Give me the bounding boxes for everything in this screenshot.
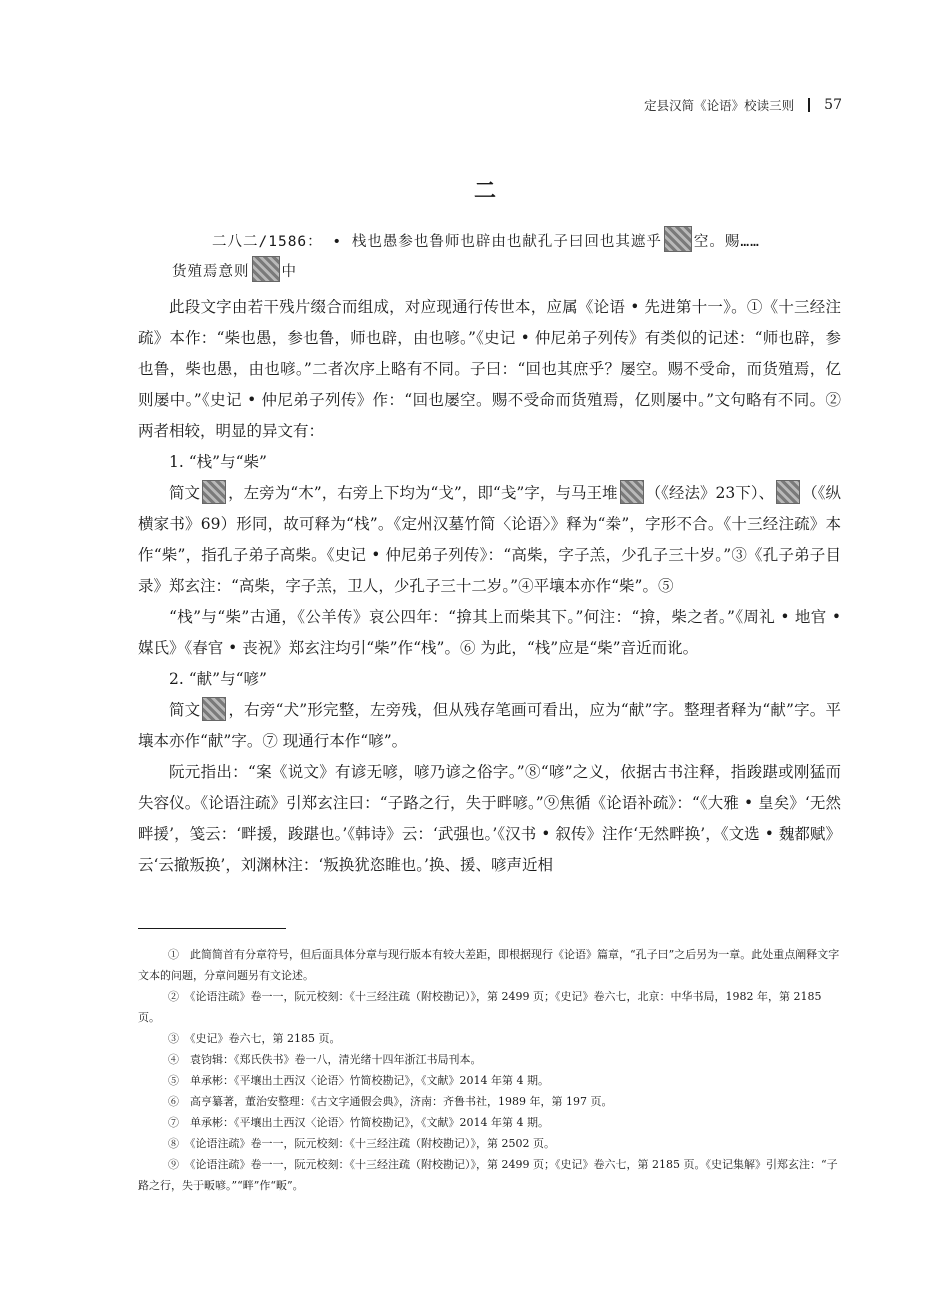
footnote: ⑨ 《论语注疏》卷一一，阮元校刻：《十三经注疏（附校勘记）》，第 2499 页；《史记》卷六七，第 2185 页。《史记集解》引郑玄注：“子路之行，失于畈喭。”“畔”作“畈”。 — [138, 1158, 838, 1192]
subheading: 2. “献”与“喭” — [169, 670, 267, 688]
slip-character-image — [202, 480, 226, 504]
page-number: 57 — [824, 97, 842, 113]
slip-text: 中 — [281, 264, 297, 280]
paragraph: “栈”与“柴”古通，《公羊传》哀公四年：“揜其上而柴其下。”何注：“揜，柴之者。”《周礼 • 地官 • 媒氏》《春官 • 丧祝》郑玄注均引“柴”作“栈”。⑥ 为此，“栈”应是“柴”音近而讹。 — [138, 608, 841, 657]
footnotes — [138, 944, 841, 1196]
mawangdui-character-image — [620, 480, 644, 504]
slip-text: 货殖焉意则 — [172, 264, 250, 280]
slip-text: 空。赐…… — [693, 234, 760, 250]
footnote: ④ 袁钧辑：《郑氏佚书》卷一八，清光绪十四年浙江书局刊本。 — [168, 1053, 482, 1066]
paragraph: 阮元指出：“案《说文》有谚无喭，喭乃谚之俗字。”⑧“喭”之义，依据古书注释，指踆踸或刚猛而失容仪。《论语注疏》引郑玄注曰：“子路之行，失于畔喭。”⑨焦循《论语补疏》：“《大雅 • 皇矣》‘无然畔援’，笺云：‘畔援，踆踸也。’《韩诗》云：‘武强也。’《汉书 • 叙传》注作‘无然畔换’，《文选 • 魏都赋》云‘云撤叛换’，刘渊林注：‘叛换犹恣睢也。’换、援、喭声近相 — [138, 763, 841, 874]
footnote: ③ 《史记》卷六七，第 2185 页。 — [168, 1032, 341, 1045]
paragraph: 此段文字由若干残片缀合而组成，对应现通行传世本，应属《论语 • 先进第十一》。①《十三经注疏》本作：“柴也愚，参也鲁，师也辟，由也喭。”《史记 • 仲尼弟子列传》有类似的记述：“师也辟，参也鲁，柴也愚，由也喭。”二者次序上略有不同。子曰：“回也其庶乎？屡空。赐不受命，而货殖焉，亿则屡中。”《史记 • 仲尼弟子列传》作：“回也屡空。赐不受命而货殖焉，亿则屡中。”文句略有不同。② 两者相较，明显的异文有： — [138, 298, 841, 440]
slip-text: 二八二/1586： • 栈也愚参也鲁师也辟由也献孔子曰回也其遮乎 — [212, 234, 662, 250]
subheading: 1. “栈”与“柴” — [169, 453, 267, 471]
slip-transcription-line-2 — [172, 256, 852, 282]
running-header — [644, 96, 842, 114]
mawangdui-character-image — [776, 480, 800, 504]
body-text — [138, 292, 841, 881]
slip-character-image — [664, 226, 692, 252]
slip-character-image — [202, 697, 226, 721]
footnote: ⑧ 《论语注疏》卷一一，阮元校刻：《十三经注疏（附校勘记）》，第 2502 页。 — [168, 1137, 555, 1150]
running-title: 定县汉简《论语》校读三则 — [644, 98, 795, 113]
footnote: ① 此简简首有分章符号，但后面具体分章与现行版本有较大差距，即根据现行《论语》篇章，“孔子曰”之后另为一章。此处重点阐释文字文本的问题，分章问题另有文论述。 — [138, 948, 840, 982]
header-divider — [808, 98, 810, 112]
slip-character-image — [252, 256, 280, 282]
paragraph: 简文 ，右旁“犬”形完整，左旁残，但从残存笔画可看出，应为“献”字。整理者释为“献”字。平壤本亦作“献”字。⑦ 现通行本作“喭”。 — [138, 695, 841, 757]
section-number: 二 — [473, 178, 496, 204]
footnote: ⑥ 高亨纂著，董治安整理：《古文字通假会典》，济南：齐鲁书社，1989 年，第 197 页。 — [168, 1095, 613, 1108]
slip-transcription-line-1 — [212, 226, 892, 252]
footnote: ⑦ 单承彬：《平壤出土西汉〈论语〉竹简校勘记》，《文献》2014 年第 4 期。 — [168, 1116, 549, 1129]
footnote-divider — [138, 928, 286, 929]
footnote: ② 《论语注疏》卷一一，阮元校刻：《十三经注疏（附校勘记）》，第 2499 页；《史记》卷六七，北京：中华书局，1982 年，第 2185 页。 — [138, 990, 822, 1024]
footnote: ⑤ 单承彬：《平壤出土西汉〈论语〉竹简校勘记》，《文献》2014 年第 4 期。 — [168, 1074, 549, 1087]
paragraph: 简文 ，左旁为“木”，右旁上下均为“戈”，即“戋”字，与马王堆 （《经法》23下）、 （《纵横家书》69）形同，故可释为“栈”。《定州汉墓竹简〈论语〉》释为“桊”，字形不合。《十三经注疏》本作“柴”，指孔子弟子高柴。《史记 • 仲尼弟子列传》：“高柴，字子羔，少孔子三十岁。”③《孔子弟子目录》郑玄注：“高柴，字子羔，卫人，少孔子三十二岁。”④平壤本亦作“柴”。⑤ — [138, 478, 841, 602]
